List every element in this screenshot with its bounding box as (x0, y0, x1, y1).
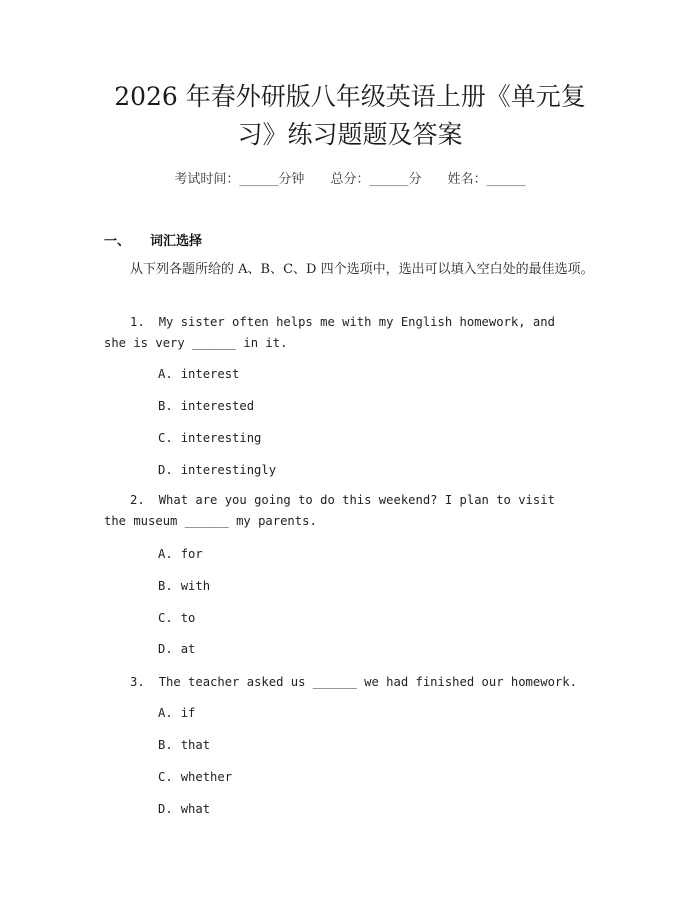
option-c (158, 770, 232, 784)
option-text: if (180, 706, 196, 720)
option-text: interestingly (180, 463, 277, 477)
option-b (158, 579, 210, 593)
question-number: 2. (130, 493, 145, 507)
question-1 (104, 312, 584, 354)
option-d (158, 802, 210, 816)
option-letter: D. (158, 463, 173, 477)
option-text: interesting (180, 431, 262, 445)
exam-name: 姓名：______ (447, 172, 526, 187)
title-line-1: 2026 年春外研版八年级英语上册《单元复 (114, 82, 586, 111)
option-text: what (180, 802, 211, 816)
section-heading (104, 230, 202, 249)
title-line-2: 习》练习题题及答案 (237, 120, 463, 149)
option-text: whether (180, 770, 233, 784)
exam-info (0, 168, 700, 187)
page-title (60, 78, 640, 154)
option-d (158, 463, 276, 477)
question-text: The teacher asked us ______ we had finished our homework. (158, 675, 577, 689)
option-text: that (180, 738, 211, 752)
option-letter: D. (158, 642, 173, 656)
question-text: My sister often helps me with my English homework, and she is very ______ in it. (104, 315, 555, 350)
question-number: 1. (130, 315, 145, 329)
option-letter: A. (158, 367, 173, 381)
option-b (158, 738, 210, 752)
option-a (158, 367, 239, 381)
question-3 (104, 672, 584, 693)
option-letter: C. (158, 431, 173, 445)
instruction-text: 从下列各题所给的 A、B、C、D 四个选项中，选出可以填入空白处的最佳选项。 (130, 262, 594, 277)
option-letter: B. (158, 399, 173, 413)
option-b (158, 399, 254, 413)
option-letter: B. (158, 738, 173, 752)
option-c (158, 431, 261, 445)
question-text: What are you going to do this weekend? I plan to visit the museum ______ my parents. (104, 493, 555, 528)
option-letter: A. (158, 547, 173, 561)
option-text: at (180, 642, 196, 656)
exam-time: 考试时间：______分钟 (174, 172, 305, 187)
option-letter: B. (158, 579, 173, 593)
option-text: interest (180, 367, 240, 381)
option-c (158, 611, 195, 625)
question-2 (104, 490, 584, 532)
section-title: 词汇选择 (150, 234, 203, 249)
option-text: for (180, 547, 203, 561)
option-letter: C. (158, 770, 173, 784)
option-a (158, 706, 195, 720)
option-d (158, 642, 195, 656)
option-letter: A. (158, 706, 173, 720)
option-text: interested (180, 399, 255, 413)
option-text: with (180, 579, 211, 593)
question-number: 3. (130, 675, 145, 689)
option-text: to (180, 611, 196, 625)
option-a (158, 547, 203, 561)
exam-score: 总分：______分 (330, 172, 422, 187)
option-letter: D. (158, 802, 173, 816)
section-number: 一、 (104, 234, 131, 249)
option-letter: C. (158, 611, 173, 625)
